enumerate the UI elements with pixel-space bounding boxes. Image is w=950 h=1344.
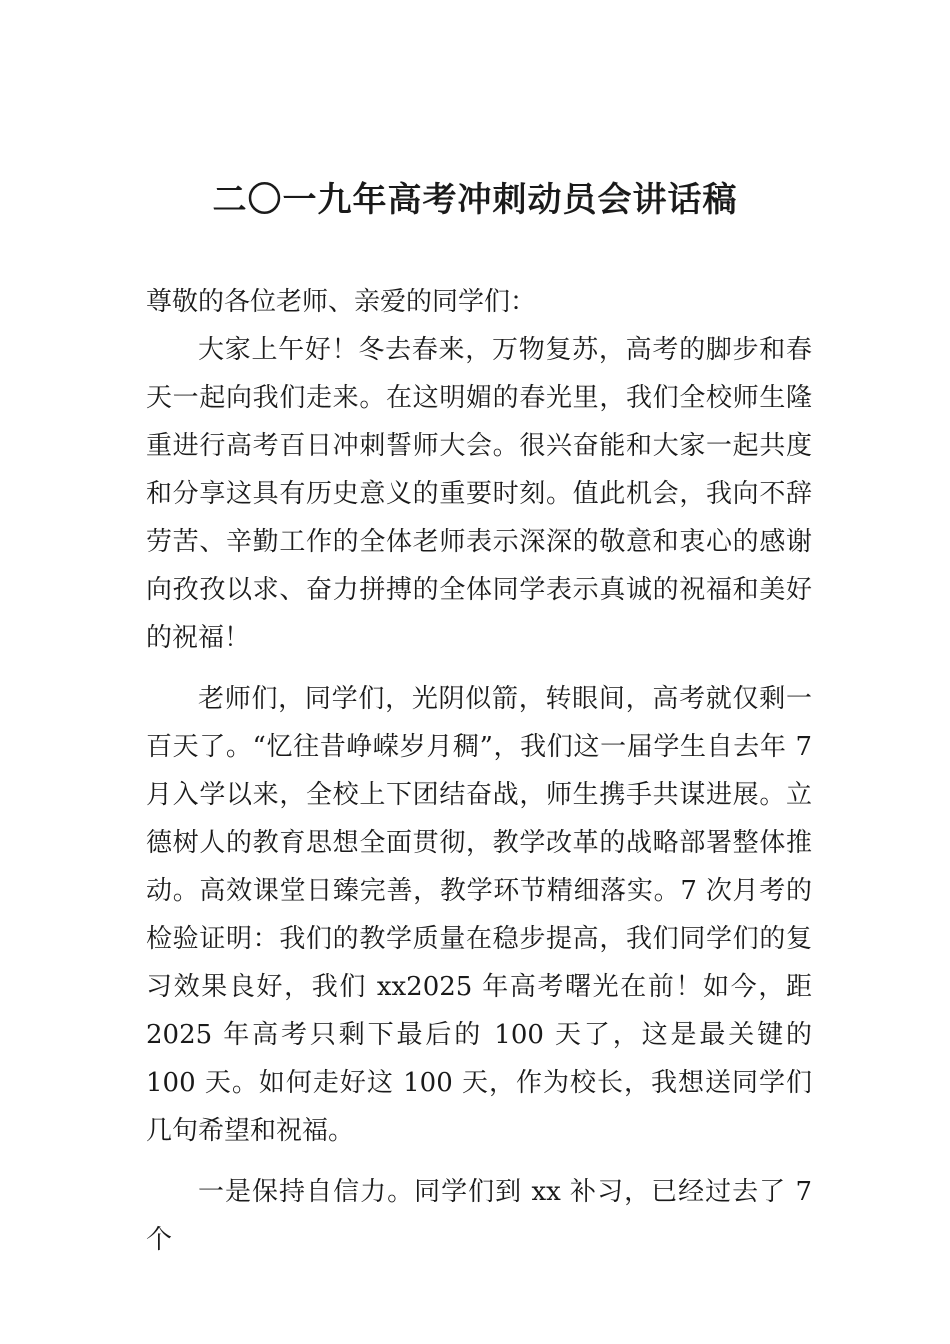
document-body [146, 278, 812, 1264]
paragraph-point-one: 一是保持自信力。同学们到 xx 补习，已经过去了 7 个 [146, 1177, 812, 1255]
paragraph-review: 老师们，同学们，光阴似箭，转眼间，高考就仅剩一百天了。“忆往昔峥嵘岁月稠”，我们这一届学生自去年 7 月入学以来，全校上下团结奋战，师生携手共谋进展。立德树人的教育思想全面贯彻，教学改革的战略部署整体推动。高效课堂日臻完善，教学环节精细落实。7 次月考的检验证明：我们的教学质量在稳步提高，我们同学们的复习效果良好，我们 xx2025 年高考曙光在前！如今，距 2025 年高考只剩下最后的 100 天了，这是最关键的 100 天。如何走好这 100 天，作为校长，我想送同学们几句希望和祝福。 [146, 684, 812, 1146]
salutation: 尊敬的各位老师、亲爱的同学们： [146, 287, 537, 317]
document-title: 二〇一九年高考冲刺动员会讲话稿 [212, 180, 738, 220]
paragraph-greeting: 大家上午好！冬去春来，万物复苏，高考的脚步和春天一起向我们走来。在这明媚的春光里，我们全校师生隆重进行高考百日冲刺誓师大会。很兴奋能和大家一起共度和分享这具有历史意义的重要时刻。值此机会，我向不辞劳苦、辛勤工作的全体老师表示深深的敬意和衷心的感谢向孜孜以求、奋力拼搏的全体同学表示真诚的祝福和美好的祝福！ [146, 335, 812, 653]
